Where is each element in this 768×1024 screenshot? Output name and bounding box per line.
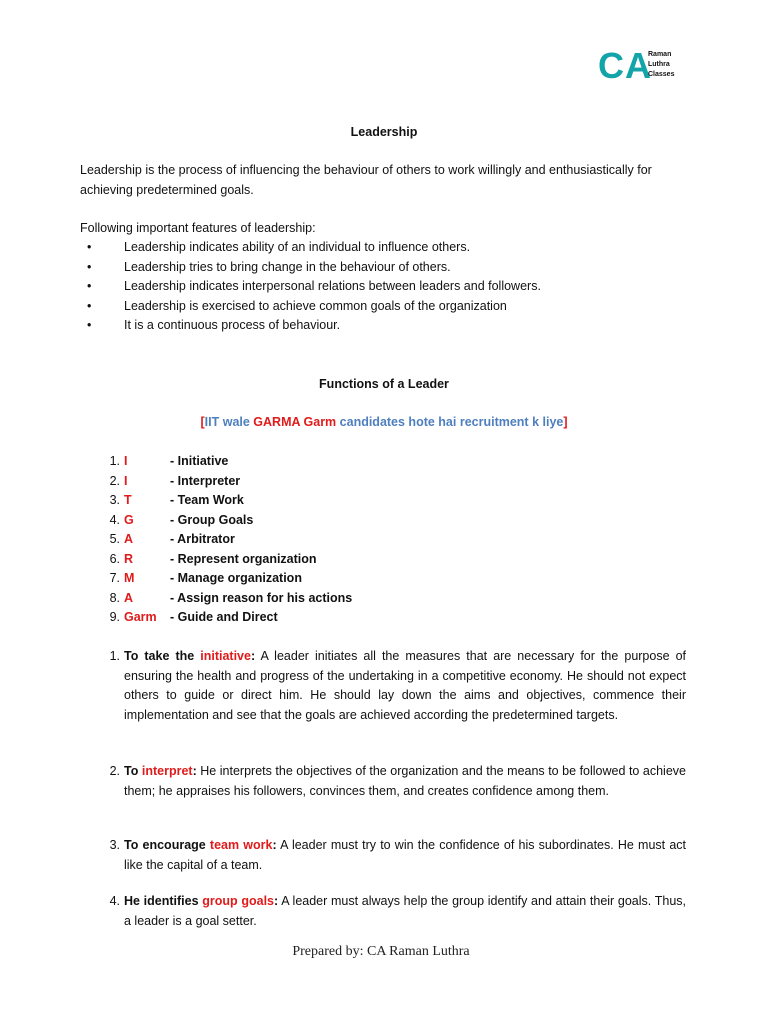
function-text: A leader must always help the group identify and attain their goals. Thus, a leader is a goal setter. xyxy=(124,894,686,928)
logo-line: Luthra xyxy=(648,61,670,68)
function-text: A leader initiates all the measures that are necessary for the purpose of ensuring the health and progress of the undertaking in a competitive economy. He should not expect others to guide or direct him. He should lay down the aims and objectives, commence their implementation and see that the goals are achieved according the predetermined targets. xyxy=(124,649,687,722)
function-lead: He identifies xyxy=(124,894,203,908)
list-item xyxy=(100,530,500,550)
acronym-desc: - Initiative xyxy=(170,454,229,468)
list-item xyxy=(100,491,500,511)
acronym-letter: I xyxy=(124,473,128,488)
function-body xyxy=(124,762,686,801)
acronym-desc: - Assign reason for his actions xyxy=(170,590,353,605)
logo-mark: CA xyxy=(598,45,652,86)
item-number: 4. xyxy=(109,894,120,908)
function-text: A leader must try to win the confidence of his subordinates. He must act like the capital of a team. xyxy=(124,838,686,872)
list-item xyxy=(100,472,500,492)
list-item xyxy=(80,277,688,297)
item-number: 5. xyxy=(109,532,120,546)
item-number: 1. xyxy=(109,649,120,663)
list-item xyxy=(80,238,688,258)
list-item xyxy=(100,589,500,609)
list-item xyxy=(100,550,500,570)
page-title: Leadership xyxy=(350,125,418,139)
function-item-team-work xyxy=(100,836,688,876)
function-item-interpret xyxy=(100,762,688,822)
mnemonic-wale: wale xyxy=(219,415,254,429)
function-colon: : xyxy=(192,764,197,778)
item-number: 1. xyxy=(109,454,120,468)
bullet: • xyxy=(87,240,92,254)
function-body xyxy=(124,647,686,725)
item-number: 7. xyxy=(109,571,120,585)
function-colon: : xyxy=(274,894,279,908)
item-number: 4. xyxy=(109,512,120,527)
bracket-close: ] xyxy=(563,415,568,429)
acronym-letter: A xyxy=(124,590,134,605)
feature-text: Leadership indicates interpersonal relations between leaders and followers. xyxy=(124,279,541,293)
acronym-letter: T xyxy=(124,493,132,507)
list-item xyxy=(80,316,688,336)
function-keyword: initiative xyxy=(200,649,251,663)
function-item-group-goals xyxy=(100,892,688,932)
features-heading: Following important features of leadership: xyxy=(80,221,316,235)
function-lead: To take the xyxy=(124,649,201,663)
acronym-desc: - Interpreter xyxy=(170,473,241,488)
function-lead: To xyxy=(124,764,142,778)
list-item xyxy=(100,608,500,628)
logo-line: Classes xyxy=(648,71,675,78)
logo-text xyxy=(648,50,674,80)
acronym-letter: R xyxy=(124,551,134,566)
item-number: 3. xyxy=(109,838,120,852)
item-number: 3. xyxy=(109,493,120,507)
acronym-desc: - Represent organization xyxy=(170,551,317,566)
item-number: 6. xyxy=(109,551,120,566)
list-item xyxy=(80,258,688,278)
item-number: 8. xyxy=(109,590,120,605)
function-text: He interprets the objectives of the organization and the means to be followed to achieve them; he appraises his followers, convinces them, and creates confidence among them. xyxy=(124,764,686,798)
acronym-desc: - Group Goals xyxy=(170,512,254,527)
logo-line: Raman xyxy=(648,51,672,58)
brand-logo xyxy=(598,46,688,86)
function-colon: : xyxy=(250,649,256,663)
acronym-letter: I xyxy=(124,454,128,468)
mnemonic-rest: candidates hote hai recruitment k liye xyxy=(336,415,564,429)
features-list xyxy=(80,238,688,336)
page-footer: Prepared by: CA Raman Luthra xyxy=(292,944,470,959)
feature-text: Leadership is exercised to achieve common goals of the organization xyxy=(124,298,507,313)
intro-paragraph: Leadership is the process of influencing the behaviour of others to work willingly and enthusiastically for achieving predetermined goals. xyxy=(80,163,652,197)
item-number: 2. xyxy=(109,764,120,778)
feature-text: Leadership indicates ability of an individual to influence others. xyxy=(124,240,471,254)
acronym-desc: - Arbitrator xyxy=(170,532,235,546)
acronym-letter: Garm xyxy=(124,610,157,624)
function-keyword: group goals xyxy=(202,894,275,908)
acronym-letter: G xyxy=(124,512,134,527)
feature-text: Leadership tries to bring change in the behaviour of others. xyxy=(124,259,451,274)
mnemonic-iit: IIT xyxy=(204,415,220,429)
acronym-letter: M xyxy=(124,571,135,585)
feature-text: It is a continuous process of behaviour. xyxy=(124,318,341,332)
bullet: • xyxy=(87,259,92,274)
list-item xyxy=(100,452,500,472)
mnemonic-garma: GARMA Garm xyxy=(253,415,337,429)
acronym-list xyxy=(100,452,500,628)
bullet: • xyxy=(87,279,92,293)
bullet: • xyxy=(87,318,92,332)
list-item xyxy=(80,297,688,317)
acronym-desc: - Guide and Direct xyxy=(170,610,278,624)
list-item xyxy=(100,569,500,589)
bracket-open: [ xyxy=(200,415,205,429)
function-lead: To encourage xyxy=(124,838,210,852)
function-body xyxy=(124,892,686,931)
function-body xyxy=(124,836,686,875)
item-number: 9. xyxy=(109,610,120,624)
mnemonic-line xyxy=(0,413,768,432)
acronym-desc: - Team Work xyxy=(170,493,244,507)
bullet: • xyxy=(87,298,92,313)
functions-heading: Functions of a Leader xyxy=(319,377,449,391)
function-keyword: team work xyxy=(209,838,273,852)
function-item-initiative xyxy=(100,647,688,747)
acronym-letter: A xyxy=(124,532,134,546)
acronym-desc: - Manage organization xyxy=(170,571,302,585)
function-keyword: interpret xyxy=(141,764,193,778)
list-item xyxy=(100,511,500,531)
function-colon: : xyxy=(272,838,277,852)
item-number: 2. xyxy=(109,473,120,488)
